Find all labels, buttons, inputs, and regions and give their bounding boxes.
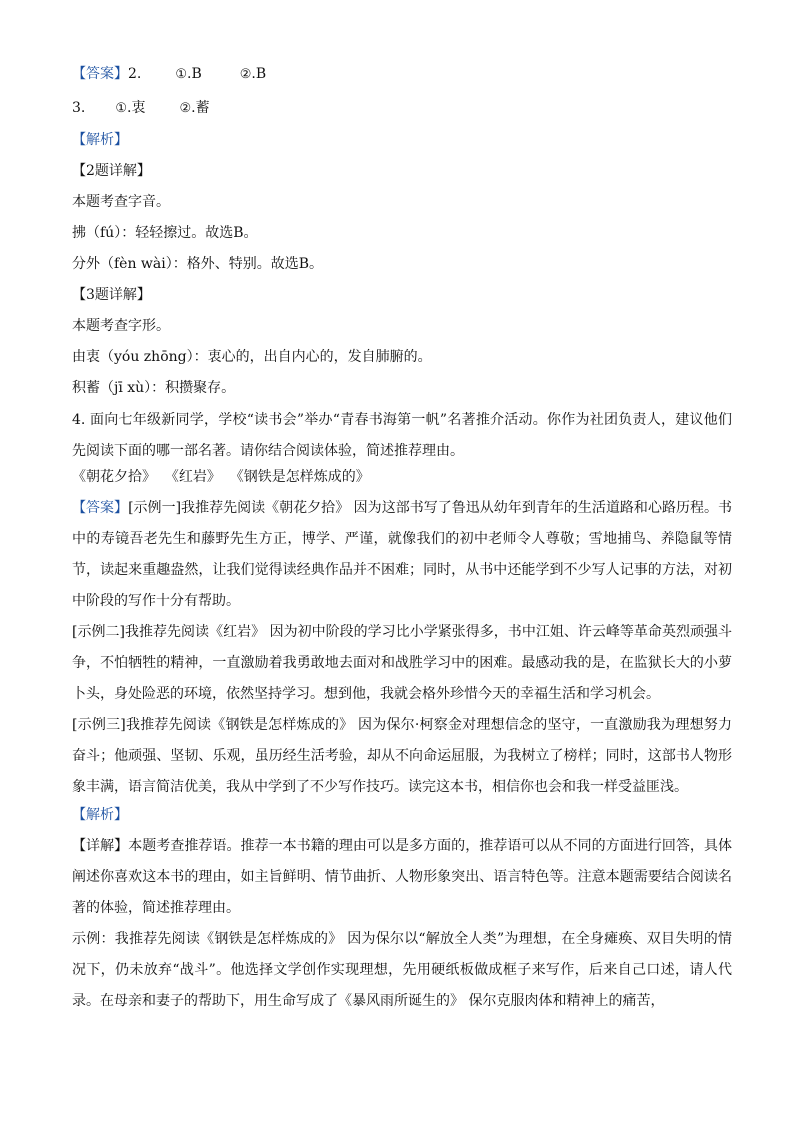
q4-question: 4. 面向七年级新同学，学校“读书会”举办“青春书海第一帆”名著推介活动。你作为社团负责人，建议他们先阅读下面的哪一部名著。请你结合阅读体验，简述推荐理由。 bbox=[72, 412, 732, 459]
q2-answer-number: 2. bbox=[128, 66, 142, 82]
answer-tag: 【答案】 bbox=[72, 500, 129, 516]
q3-answer-number: 3. bbox=[72, 100, 86, 116]
q3-detail-tag: 【3题详解】 bbox=[72, 287, 151, 303]
detail-tag: 【详解】 bbox=[72, 838, 129, 854]
example-1-text: [示例一]我推荐先阅读《朝花夕拾》 因为这部书写了鲁迅从幼年到青年的生活道路和心路历程。书中的寿镜吾老先生和藤野先生方正，博学、严谨，就像我们的初中老师令人尊敬；雪地捕鸟、养隐鼠等情节，读起来重趣盎然，让我们觉得读经典作品并不困难；同时，从书中还能学到不少写人记事的方法，对初中阶段的写作十分有帮助。 bbox=[72, 500, 733, 609]
q4-example-text: 示例：我推荐先阅读《钢铁是怎样炼成的》 因为保尔以“解放全人类”为理想，在全身瘫痪、双目失明的情况下，仍未放弃“战斗”。他选择文学创作实现理想，先用硬纸板做成框子来写作，后来自己口述，请人代录。在母亲和妻子的帮助下，用生命写成了《暴风雨所诞生的》 保尔克服肉体和精神上的痛苦， bbox=[72, 931, 732, 1009]
detail-text: 本题考查推荐语。推荐一本书籍的理由可以是多方面的，推荐语可以从不同的方面进行回答，具体阐述你喜欢这本书的理由，如主旨鲜明、情节曲折、人物形象突出、语言特色等。注意本题需要结合阅读名著的体验，简述推荐理由。 bbox=[72, 838, 733, 916]
q4-books: 《朝花夕拾》 《红岩》 《钢铁是怎样炼成的》 bbox=[72, 469, 370, 485]
circled-one: ① bbox=[175, 67, 188, 82]
document-page bbox=[72, 64, 732, 1017]
circled-one: ① bbox=[115, 101, 128, 116]
q3-answer-value-2: .蓄 bbox=[191, 100, 210, 116]
q3-answer-value-1: .衷 bbox=[127, 100, 146, 116]
answer-tag: 【答案】 bbox=[72, 66, 128, 82]
q2-answer-line bbox=[72, 64, 732, 85]
q3-line-1: 本题考查字形。 bbox=[72, 318, 170, 334]
q3-line-3: 积蓄（jī xù）：积攒聚存。 bbox=[72, 380, 236, 396]
q3-answer-line bbox=[72, 98, 732, 119]
q2-line-3: 分外（fèn wài）：格外、特别。故选B。 bbox=[72, 256, 324, 272]
q2-line-2: 拂（fú）：轻轻擦过。故选B。 bbox=[72, 225, 258, 241]
q2-answer-value-2: .B bbox=[251, 66, 267, 82]
q2-detail-tag: 【2题详解】 bbox=[72, 163, 151, 179]
q4-detail bbox=[72, 831, 732, 924]
analysis-tag-2: 【解析】 bbox=[72, 807, 128, 823]
circled-two: ② bbox=[239, 67, 252, 82]
q3-line-2: 由衷（yóu zhōng）：衷心的，出自内心的，发自肺腑的。 bbox=[72, 349, 432, 365]
analysis-tag: 【解析】 bbox=[72, 132, 128, 148]
q2-answer-value-1: .B bbox=[187, 66, 202, 82]
q4-example-2: [示例二]我推荐先阅读《红岩》 因为初中阶段的学习比小学紧张得多，书中江姐、许云峰等革命英烈顽强斗争，不怕牺牲的精神，一直激励着我勇敢地去面对和战胜学习中的困难。最感动我的是，在监狱长大的小萝卜头，身处险恶的环境，依然坚持学习。想到他，我就会格外珍惜今天的幸福生活和学习机会。 bbox=[72, 624, 732, 702]
circled-two: ② bbox=[179, 101, 192, 116]
q4-example-1 bbox=[72, 493, 732, 617]
q2-line-1: 本题考查字音。 bbox=[72, 194, 170, 210]
q4-example-3: [示例三]我推荐先阅读《钢铁是怎样炼成的》 因为保尔·柯察金对理想信念的坚守，一直激励我为理想努力奋斗；他顽强、坚韧、乐观，虽历经生活考验，却从不向命运屈服，为我树立了榜样；同时，这部书人物形象丰满，语言简洁优美，我从中学到了不少写作技巧。读完这本书，相信你也会和我一样受益匪浅。 bbox=[72, 717, 732, 795]
